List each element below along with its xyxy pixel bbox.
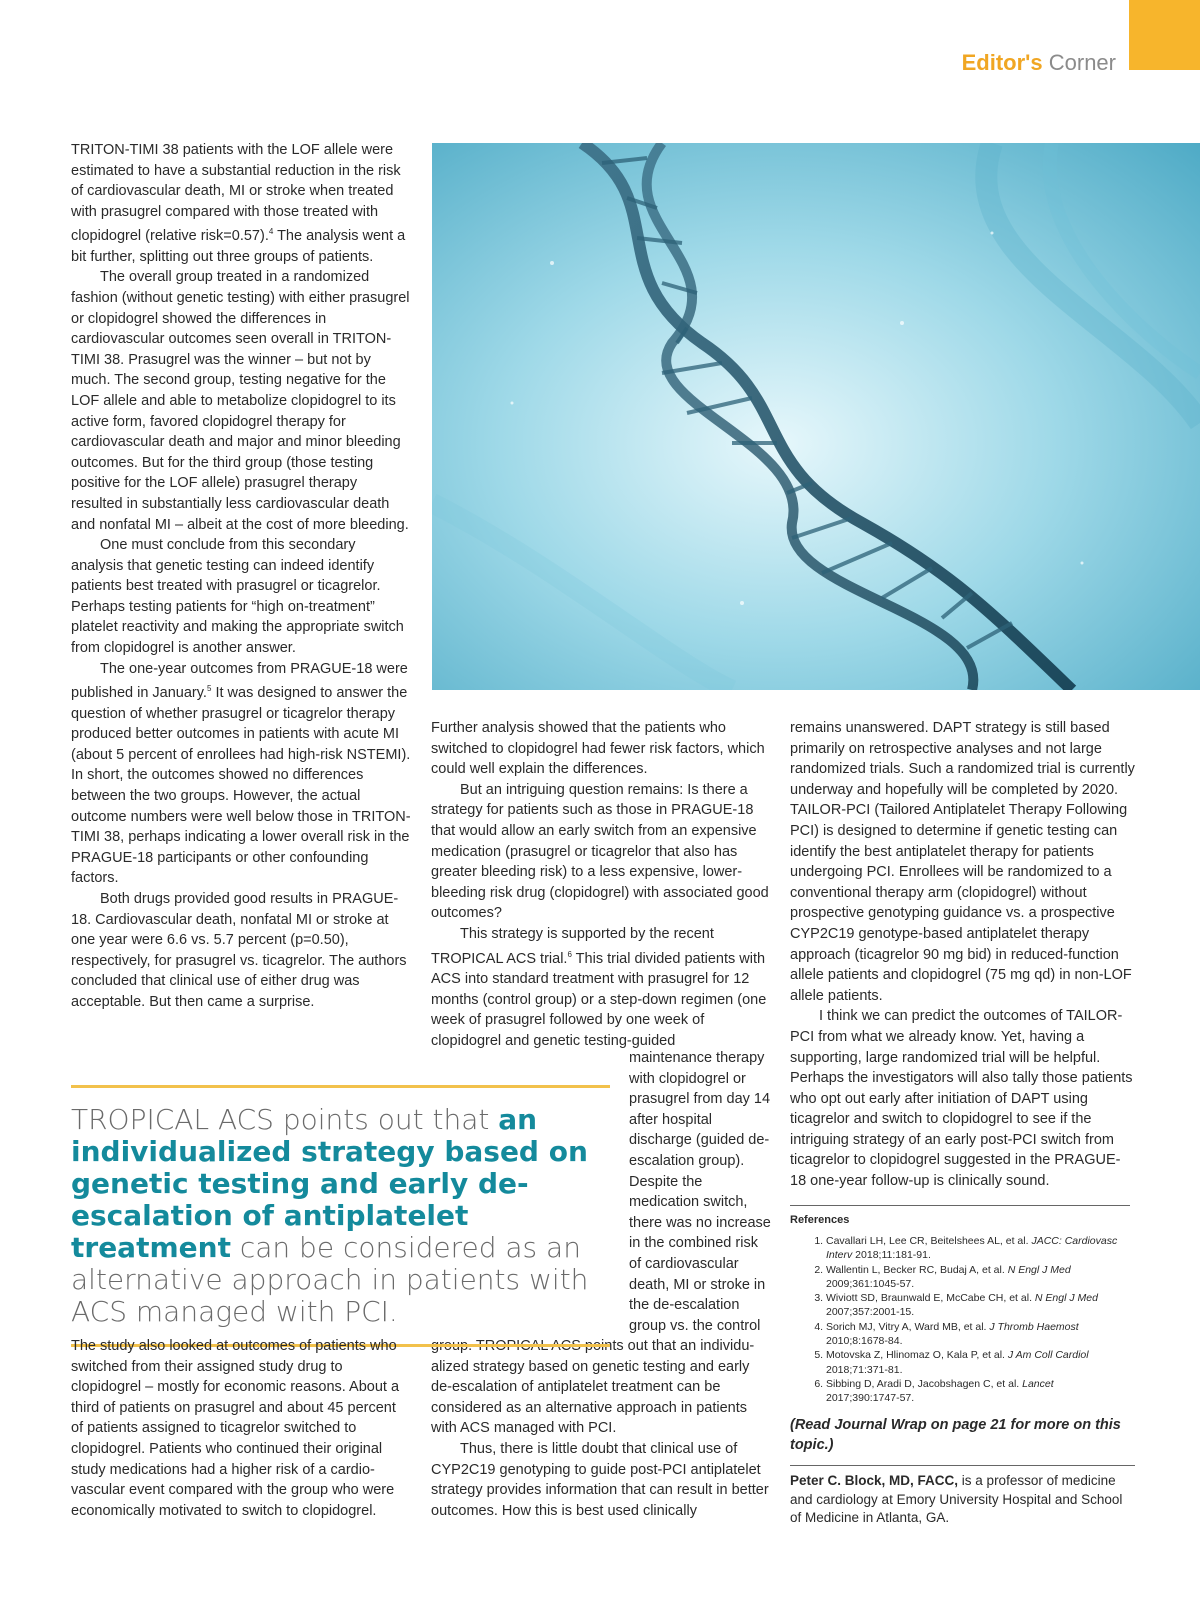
pull-quote [71,1085,610,1347]
paragraph: remains unanswered. DAPT strategy is still based primarily on retrospective analyses and not large randomized trials. Such a randomized trial is currently underway and hopefully will be completed by 2020. TAILOR-PCI (Tailored Antiplatelet Therapy Following PCI) is designed to determine if genetic testing can identify the best antiplatelet therapy for patients undergoing PCI. Enrollees will be randomized to a conventional therapy arm (clopidogrel) without prospective genotyping guidance vs. a prospective CYP2C19 genotype-based antiplatelet therapy approach (ticagrelor 90 mg bid) in reduced-function allele patients and clopidogrel (75 mg qd) in non-LOF allele patients. [790,720,1135,1004]
references [790,1205,1130,1406]
pull-quote-emphasis: an individualized strategy based on genetic testing and early de-escalation of antiplatelet treatment [71,1103,588,1264]
column-1-bottom [71,1336,411,1521]
pull-quote-text: TROPICAL ACS points out that [71,1103,499,1136]
section-title-bold: Editor's [961,50,1043,75]
paragraph: group. TROPICAL ACS points out that an individu-alized strategy based on genetic testing and early de-escalation of antiplatelet treatment can be considered as an alternative approach in patients with ACS managed with PCI. [431,1338,755,1437]
reference-item: 5. Motovska Z, Hlinomaz O, Kala P, et al. J Am Coll Cardiol 2018;71:371-81. [826,1348,1130,1377]
section-title-light: Corner [1048,50,1116,75]
reference-item: 1. Cavallari LH, Lee CR, Beitelshees AL, et al. JACC: Cardiovasc Interv 2018;11:181-91. [826,1234,1130,1263]
corner-tab [1129,0,1200,70]
text: TRITON-TIMI 38 patients with the LOF allele were estimated to have a substantial reduction in the risk of cardiovascular death, MI or stroke when treated with prasugrel compared with those treated with clopidogrel (relative risk=0.57). [71,142,401,245]
reference-item: 2. Wallentin L, Becker RC, Budaj A, et al. N Engl J Med 2009;361:1045-57. [826,1263,1130,1292]
text: It was designed to answer the question of whether prasugrel or ticagrelor therapy produced better outcomes in patients with acute MI (about 5 percent of enrollees had high-risk NSTEMI). In short, the outcomes showed no differences between the two groups. However, the actual outcome numbers were well below those in TRITON-TIMI 38, perhaps indicating a lower overall risk in the PRAGUE-18 participants or other confounding factors. [71,685,411,887]
paragraph: maintenance therapy with clopidogrel or prasugrel from day 14 after hospital discharge (guided de-escalation group). Despite the medication switch, there was no increase in the combined risk of cardiovascular death, MI or stroke in the de-escalation group vs. the control [629,1050,771,1334]
column-2-top [431,718,771,1051]
paragraph: Both drugs provided good results in PRAGUE-18. Cardiovascular death, nonfatal MI or stroke at one year were 6.6 vs. 5.7 percent (p=0.50), respectively, for prasugrel vs. ticagrelor. The authors concluded that clinical use of either drug was acceptable. But then came a surprise. [71,891,407,1010]
column-2-bottom [431,1336,771,1521]
paragraph: I think we can predict the outcomes of TAILOR-PCI from what we already know. Yet, having a supporting, large randomized trial will be helpful. Perhaps the investigators will also tally those patients who opt out early after initiation of DAPT using ticagrelor and switch to clopidogrel to see if the intriguing strategy of an early post-PCI switch from ticagrelor to clopidogrel suggested in the PRAGUE-18 one-year follow-up is clinically sound. [790,1008,1133,1190]
paragraph: One must conclude from this secondary analysis that genetic testing can indeed identify patients best treated with prasugrel or ticagrelor. Perhaps testing patients for “high on-treatment” platelet reactivity and making the appropriate switch from clopidogrel is another answer. [71,537,404,657]
column-1 [71,140,411,1013]
paragraph: But an intriguing question remains: Is there a strategy for patients such as those in PRAGUE-18 that would allow an early switch from an expensive medication (prasugrel or ticagrelor that also has greater bleeding risk) to a less expensive, lower-bleeding risk drug (clopidogrel) with associated good outcomes? [431,781,769,922]
text: This strategy is supported by the recent TROPICAL ACS trial. [431,925,714,967]
author-bio [790,1465,1135,1528]
paragraph: The study also looked at outcomes of patients who switched from their assigned study drug to clopidogrel – mostly for economic reasons. About a third of patients on prasugrel and about 45 percent of patients assigned to ticagrelor switched to clopidogrel. Patients who continued their original study medications had a higher risk of a cardio-vascular event compared with the group who were economically motivated to switch to clopidogrel. [71,1338,400,1519]
paragraph: Thus, there is little doubt that clinical use of CYP2C19 genotyping to guide post-PCI antiplatelet strategy provides information that can result in better outcomes. How this is best used clinically [431,1440,769,1519]
author-name: Peter C. Block, MD, FACC, [790,1473,959,1488]
reference-item: 3. Wiviott SD, Braunwald E, McCabe CH, et al. N Engl J Med 2007;357:2001-15. [826,1291,1130,1320]
references-title: References [790,1214,850,1226]
paragraph [71,140,411,267]
paragraph [431,924,771,1051]
paragraph: The overall group treated in a randomized fashion (without genetic testing) with either prasugrel or clopidogrel showed the differences in cardiovascular outcomes seen overall in TRITON-TIMI 38. Prasugrel was the winner – but not by much. The second group, testing negative for the LOF allele and able to metabolize clopidogrel to its active form, favored clopidogrel therapy for cardiovascular death and major and minor bleeding outcomes. But for the third group (those testing positive for the LOF allele) prasugrel therapy resulted in substantially less cardiovascular death and nonfatal MI – albeit at the cost of more bleeding. [71,269,410,533]
text: The analysis went a bit further, splitting out three groups of patients. [71,228,406,265]
reference-list [790,1234,1130,1406]
pull-quote-text: can be considered as an alternative approach in patients with ACS managed with PCI. [71,1231,589,1328]
reference-item: 4. Sorich MJ, Vitry A, Ward MB, et al. J Thromb Haemost 2010;8:1678-84. [826,1320,1130,1349]
column-2-narrow [629,1048,771,1336]
author-description: is a professor of medicine and cardiology at Emory University Hospital and School of Medicine in Atlanta, GA. [790,1473,1123,1525]
section-header [962,50,1116,76]
column-3 [790,718,1135,1192]
journal-wrap-note: (Read Journal Wrap on page 21 for more on this topic.) [790,1417,1121,1453]
dna-helix-image [432,143,1200,690]
citation: 5 [206,684,212,694]
citation: 4 [268,227,274,237]
citation: 6 [567,949,572,959]
text: This trial divided patients with ACS into standard treatment with prasugrel for 12 months (control group) or a step-down regimen (one week of prasugrel followed by one week of clopidogrel and genetic testing-guided [431,950,767,1049]
paragraph [71,659,411,889]
reference-item: 6. Sibbing D, Aradi D, Jacobshagen C, et al. Lancet 2017;390:1747-57. [826,1377,1130,1406]
paragraph: Further analysis showed that the patients who switched to clopidogrel had fewer risk factors, which could well explain the differences. [431,720,765,778]
text: The one-year outcomes from PRAGUE-18 were published in January. [71,660,408,702]
